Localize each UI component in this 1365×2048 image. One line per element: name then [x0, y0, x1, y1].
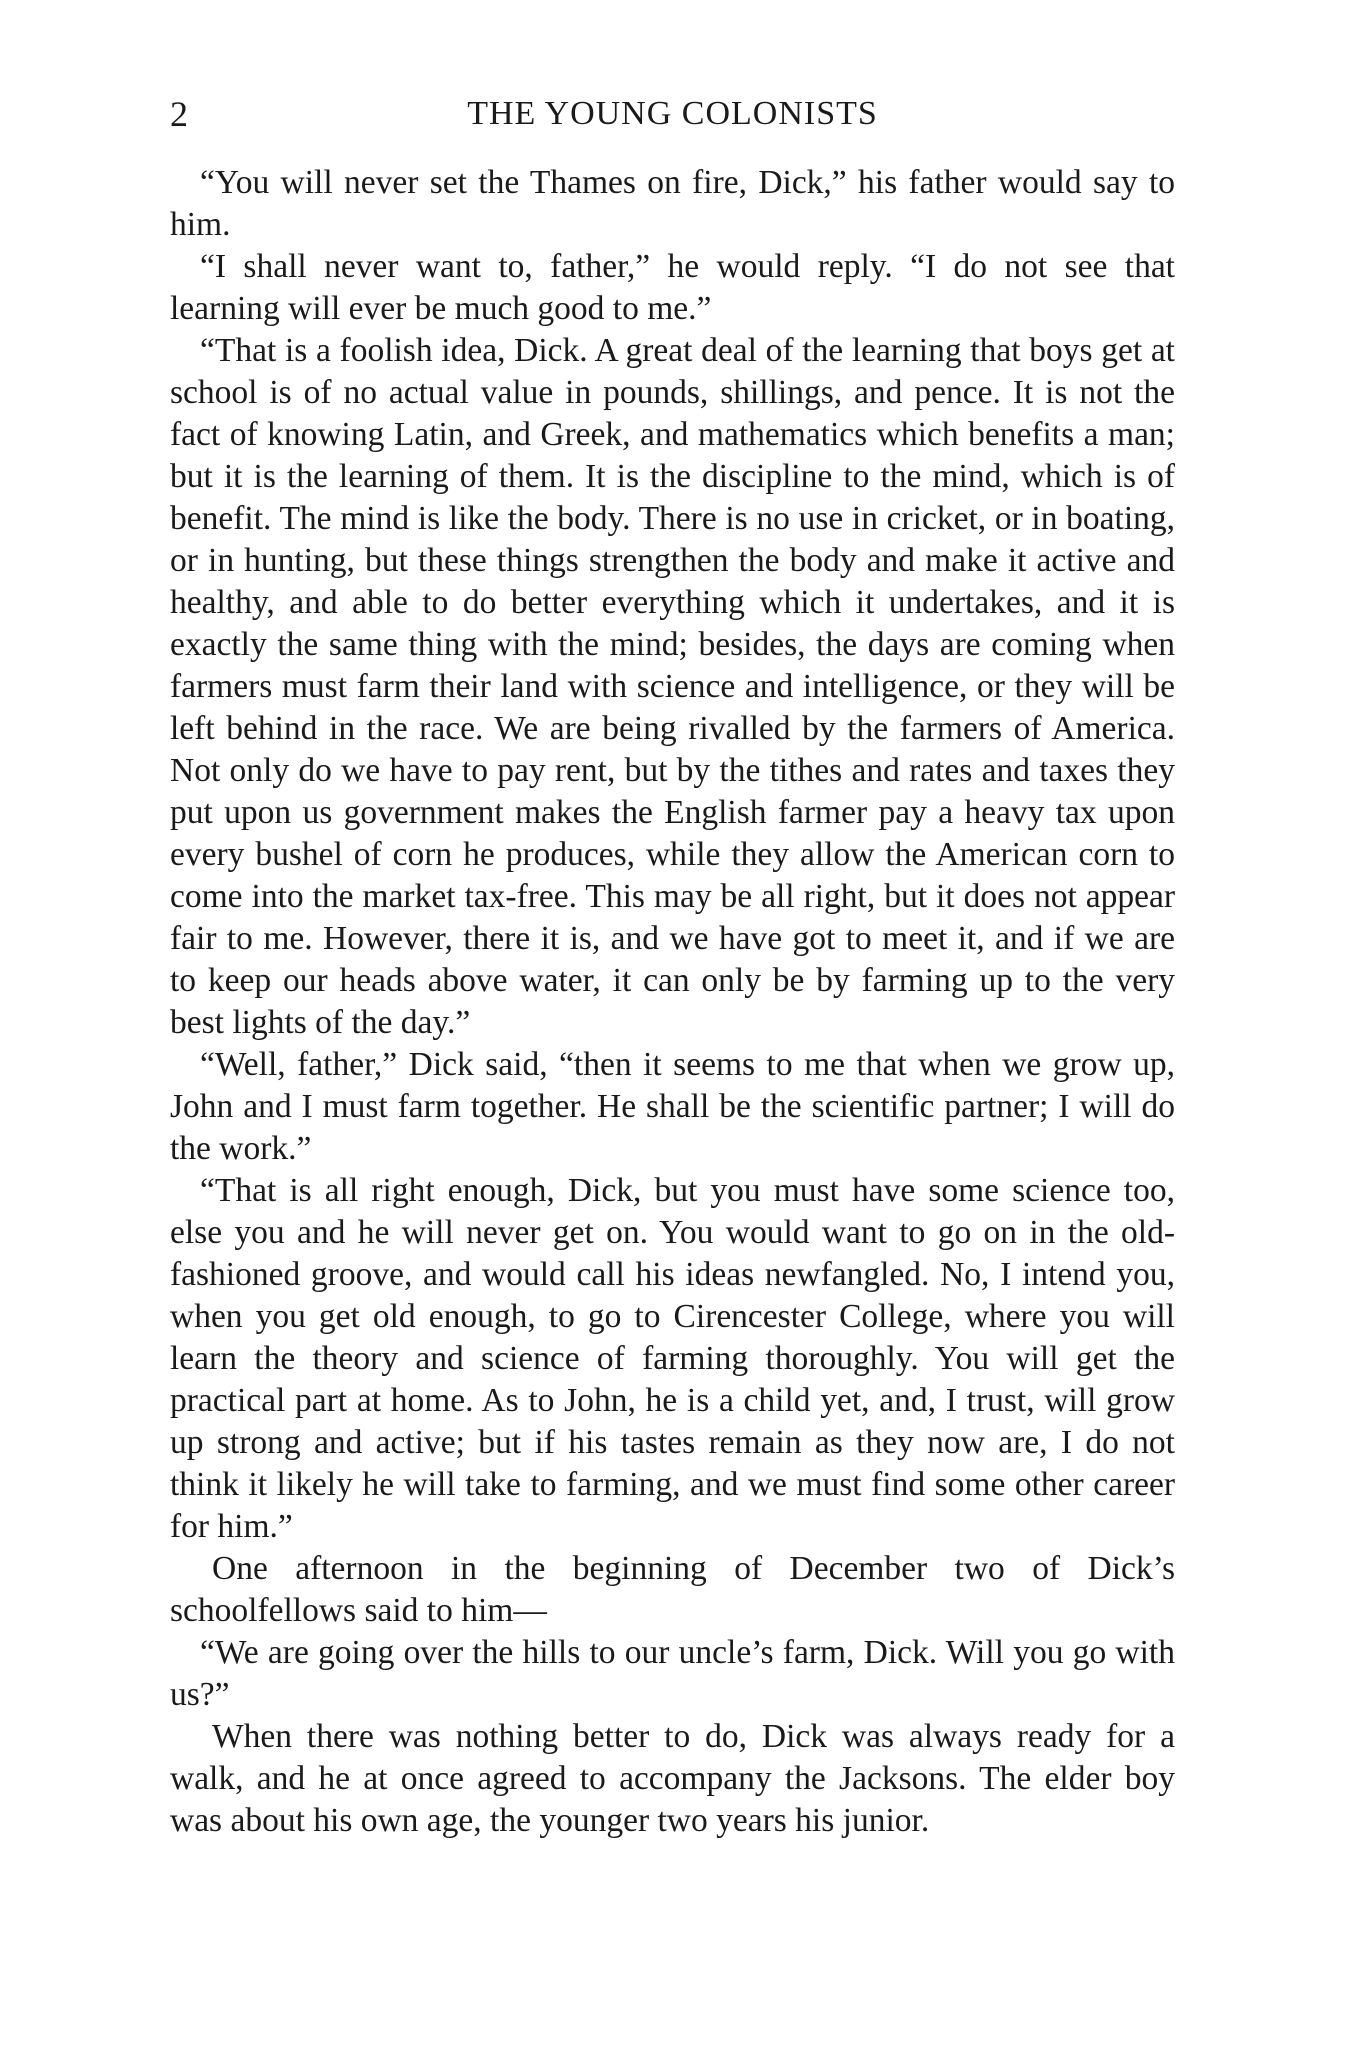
paragraph: “You will never set the Thames on fire, Dick,” his father would say to him.: [170, 164, 1175, 243]
body-text: [170, 162, 1175, 1842]
book-title: THE YOUNG COLONISTS: [467, 95, 878, 132]
running-head: [170, 88, 1175, 140]
paragraph: When there was nothing better to do, Dick was always ready for a walk, and he at once agreed to accompany the Jacksons. The elder boy was about his own age, the younger two years his junior.: [170, 1718, 1175, 1839]
paragraph: “Well, father,” Dick said, “then it seems to me that when we grow up, John and I must farm together. He shall be the scientific partner; I will do the work.”: [170, 1046, 1175, 1167]
page-number: 2: [170, 94, 188, 134]
paragraph: “We are going over the hills to our uncle’s farm, Dick. Will you go with us?”: [170, 1634, 1175, 1713]
paragraph: “That is a foolish idea, Dick. A great deal of the learning that boys get at school is of no actual value in pounds, shillings, and pence. It is not the fact of knowing Latin, and Greek, and mathematics which benefits a man; but it is the learning of them. It is the discipline to the mind, which is of benefit. The mind is like the body. There is no use in cricket, or in boating, or in hunting, but these things strengthen the body and make it active and healthy, and able to do better everything which it undertakes, and it is exactly the same thing with the mind; besides, the days are coming when farmers must farm their land with science and intelligence, or they will be left behind in the race. We are being rivalled by the farmers of America. Not only do we have to pay rent, but by the tithes and rates and taxes they put upon us government makes the English farmer pay a heavy tax upon every bushel of corn he produces, while they allow the American corn to come into the market tax-free. This may be all right, but it does not appear fair to me. However, there it is, and we have got to meet it, and if we are to keep our heads above water, it can only be by farming up to the very best lights of the day.”: [170, 332, 1175, 1041]
paragraph: One afternoon in the beginning of December two of Dick’s schoolfellows said to him—: [170, 1550, 1175, 1629]
paragraph: “That is all right enough, Dick, but you must have some science too, else you and he will never get on. You would want to go on in the old-fashioned groove, and would call his ideas newfangled. No, I intend you, when you get old enough, to go to Cirencester College, where you will learn the theory and science of farming thoroughly. You will get the practical part at home. As to John, he is a child yet, and, I trust, will grow up strong and active; but if his tastes remain as they now are, I do not think it likely he will take to farming, and we must find some other career for him.”: [170, 1172, 1175, 1545]
paragraph: “I shall never want to, father,” he would reply. “I do not see that learning will ever be much good to me.”: [170, 248, 1175, 327]
